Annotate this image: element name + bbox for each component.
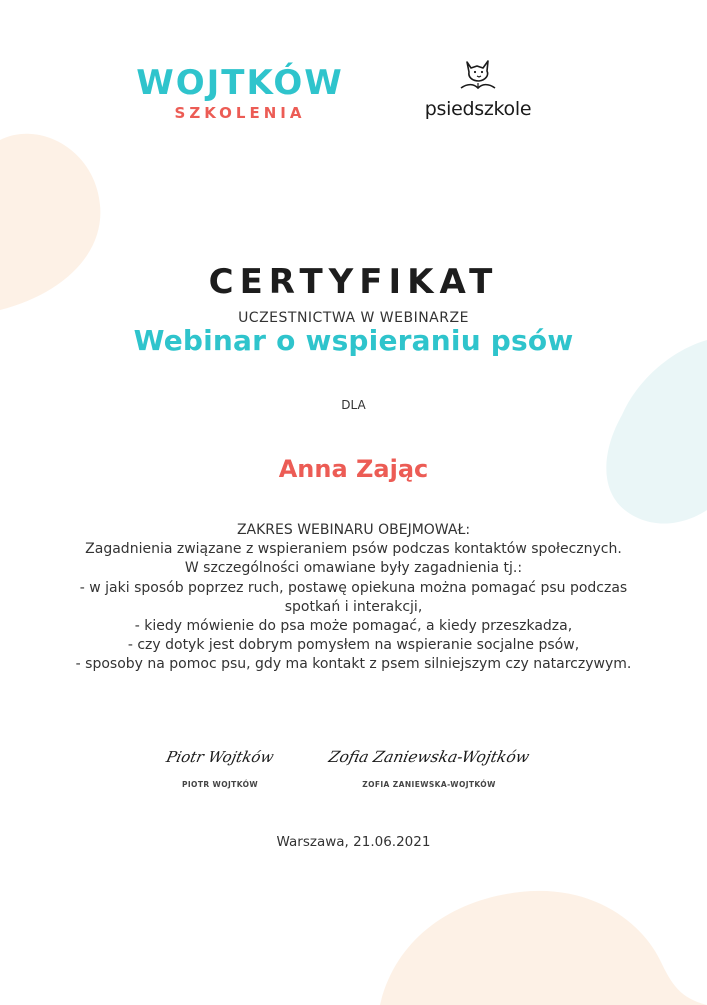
webinar-scope	[0, 521, 707, 675]
blob-right	[592, 340, 707, 530]
logo-szkolenia-text: SZKOLENIA	[174, 104, 306, 122]
scope-line: - kiedy mówienie do psa może pomagać, a kiedy przeszkadza,	[134, 618, 573, 635]
recipient-name: Anna Zając	[278, 455, 429, 483]
signer-name: ZOFIA ZANIEWSKA-WOJTKÓW	[362, 780, 496, 789]
scope-heading: ZAKRES WEBINARU OBEJMOWAŁ:	[236, 522, 471, 538]
dog-reading-book-icon	[453, 58, 503, 94]
scope-line: W szczególności omawiane były zagadnienia tj.:	[184, 560, 523, 577]
certificate-subtitle: UCZESTNICTWA W WEBINARZE	[238, 310, 469, 326]
logo-psiedszkole-text: psiedszkole	[424, 98, 532, 120]
scope-line: spotkań i interakcji,	[284, 598, 423, 615]
handwritten-signature: Zofia Zaniewska-Wojtków	[326, 748, 532, 766]
place-and-date: Warszawa, 21.06.2021	[276, 834, 431, 850]
signature-piotr	[150, 740, 290, 789]
scope-line: - w jaki sposób poprzez ruch, postawę opiekuna można pomagać psu podczas	[79, 579, 628, 596]
handwritten-signature: Piotr Wojtków	[164, 748, 276, 766]
signer-name: PIOTR WOJTKÓW	[181, 780, 259, 789]
for-label: DLA	[341, 398, 366, 412]
scope-line: Zagadnienia związane z wspieraniem psów podczas kontaktów społecznych.	[85, 541, 622, 558]
scope-line: - czy dotyk jest dobrym pomysłem na wspieranie socjalne psów,	[127, 637, 580, 654]
logo-wojtkow-text: WOJTKÓW	[136, 63, 344, 103]
webinar-name: Webinar o wspieraniu psów	[133, 324, 574, 357]
blob-bottom	[380, 880, 707, 1005]
wojtkow-szkolenia-logo	[124, 64, 356, 122]
scope-line: - sposoby na pomoc psu, gdy ma kontakt z psem silniejszym czy natarczywym.	[75, 656, 632, 673]
certificate-title: CERTYFIKAT	[208, 262, 499, 302]
signature-zofia	[318, 740, 540, 789]
psiedszkole-logo	[420, 58, 536, 120]
